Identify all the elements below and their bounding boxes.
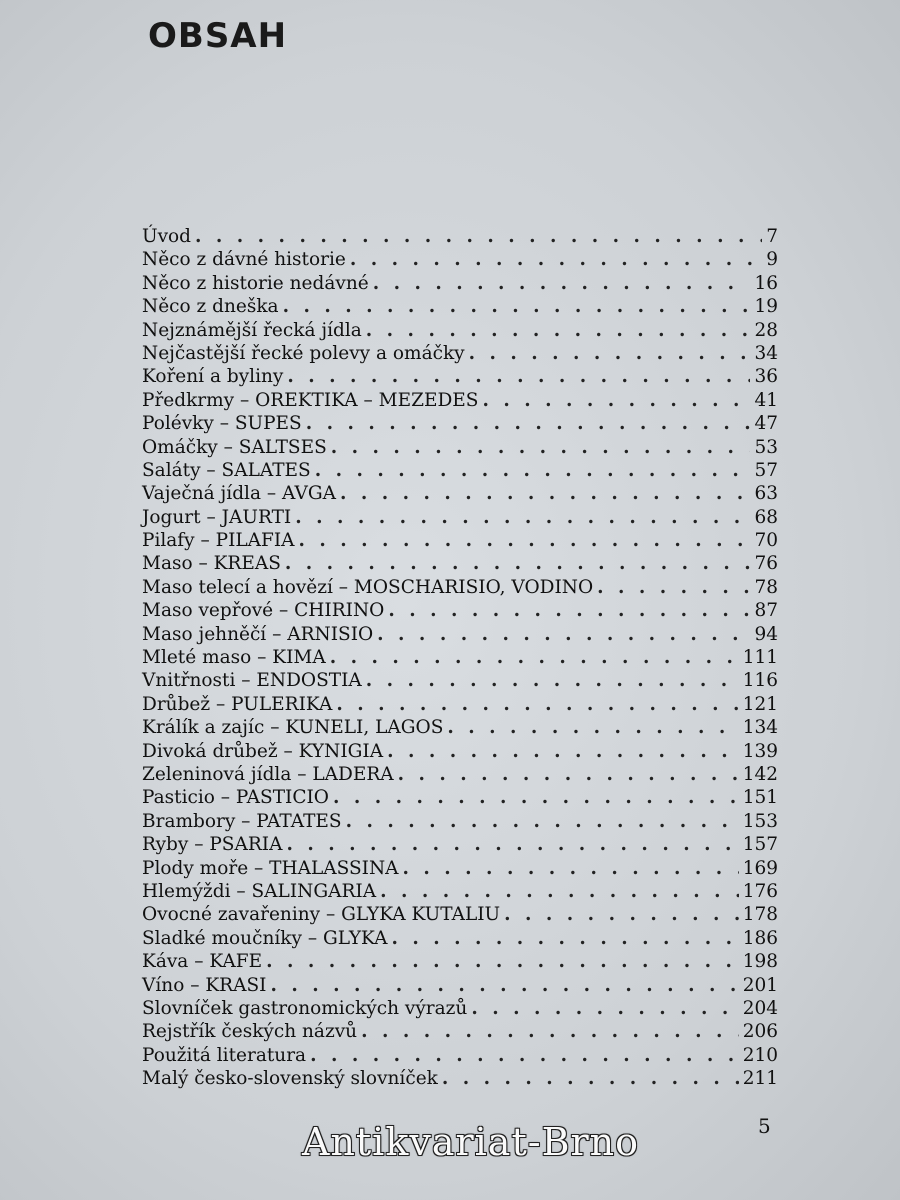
toc-entry-label: Maso telecí a hovězí – MOSCHARISIO, VODINO	[142, 576, 594, 598]
toc-entry-page: 211	[742, 1068, 778, 1090]
toc-entry	[142, 272, 778, 295]
toc-entry-label: Saláty – SALATES	[142, 459, 311, 481]
toc-entry-label: Jogurt – JAURTI	[142, 506, 292, 528]
toc-entry-label: Nejčastější řecké polevy a omáčky	[142, 342, 465, 364]
toc-leader-dots	[346, 810, 739, 833]
toc-leader-dots	[366, 669, 739, 692]
toc-entry-label: Mleté maso – KIMA	[142, 647, 326, 669]
toc-entry-page: 116	[742, 670, 778, 692]
watermark: Antikvariat-Brno	[302, 1120, 640, 1164]
toc-entry-page: 139	[742, 740, 778, 762]
toc-leader-dots	[306, 412, 751, 435]
toc-entry	[142, 1020, 778, 1043]
toc-leader-dots	[447, 716, 738, 739]
toc-entry	[142, 623, 778, 646]
toc-leader-dots	[471, 997, 738, 1020]
toc-leader-dots	[469, 342, 751, 365]
toc-entry-label: Pasticio – PASTICIO	[142, 787, 329, 809]
toc-entry	[142, 693, 778, 716]
toc-entry	[142, 927, 778, 950]
page-title: OBSAH	[148, 16, 288, 56]
toc-entry	[142, 389, 778, 412]
toc-entry	[142, 646, 778, 669]
toc-entry-page: 178	[742, 904, 778, 926]
toc-entry-page: 111	[742, 647, 778, 669]
toc-leader-dots	[387, 740, 739, 763]
toc-entry	[142, 342, 778, 365]
toc-entry-page: 9	[766, 249, 778, 271]
toc-entry-page: 94	[754, 623, 778, 645]
toc-entry	[142, 786, 778, 809]
toc-entry-page: 169	[742, 857, 778, 879]
toc-entry-label: Polévky – SUPES	[142, 413, 302, 435]
toc-entry	[142, 763, 778, 786]
toc-entry-label: Víno – KRASI	[142, 974, 267, 996]
toc-entry-page: 36	[754, 366, 778, 388]
toc-leader-dots	[330, 646, 739, 669]
toc-entry	[142, 950, 778, 973]
toc-entry	[142, 319, 778, 342]
toc-entry-page: 68	[754, 506, 778, 528]
toc-entry-page: 198	[742, 951, 778, 973]
toc-entry	[142, 997, 778, 1020]
toc-leader-dots	[336, 693, 738, 716]
toc-entry-page: 210	[742, 1044, 778, 1066]
toc-entry	[142, 459, 778, 482]
toc-entry-label: Koření a byliny	[142, 366, 284, 388]
toc-entry-page: 186	[742, 927, 778, 949]
table-of-contents	[142, 225, 778, 1090]
toc-entry	[142, 295, 778, 318]
toc-leader-dots	[287, 365, 750, 388]
toc-entry-page: 87	[754, 600, 778, 622]
toc-entry	[142, 365, 778, 388]
toc-entry	[142, 529, 778, 552]
toc-leader-dots	[315, 459, 751, 482]
toc-entry-label: Drůbež – PULERIKA	[142, 693, 333, 715]
toc-entry-page: 19	[754, 296, 778, 318]
toc-leader-dots	[398, 763, 739, 786]
toc-entry-page: 121	[742, 693, 778, 715]
toc-entry-label: Rejstřík českých názvů	[142, 1021, 358, 1043]
toc-entry	[142, 880, 778, 903]
toc-entry	[142, 1044, 778, 1067]
toc-entry	[142, 225, 778, 248]
toc-entry-page: 63	[754, 483, 778, 505]
toc-entry-label: Úvod	[142, 226, 192, 247]
toc-entry-label: Králík a zajíc – KUNELI, LAGOS	[142, 717, 444, 739]
toc-leader-dots	[597, 576, 750, 599]
toc-entry-label: Káva – KAFE	[142, 951, 263, 973]
toc-leader-dots	[310, 1044, 739, 1067]
toc-entry-page: 142	[742, 763, 778, 785]
toc-entry-page: 206	[742, 1021, 778, 1043]
toc-leader-dots	[286, 833, 738, 856]
toc-leader-dots	[331, 436, 751, 459]
toc-leader-dots	[403, 857, 739, 880]
toc-leader-dots	[285, 552, 751, 575]
toc-entry-label: Hlemýždi – SALINGARIA	[142, 880, 377, 902]
toc-leader-dots	[333, 786, 739, 809]
toc-leader-dots	[366, 319, 751, 342]
toc-entry	[142, 436, 778, 459]
page-number: 5	[758, 1114, 771, 1138]
toc-entry-label: Malý česko-slovenský slovníček	[142, 1068, 438, 1090]
toc-leader-dots	[266, 950, 739, 973]
toc-entry-label: Sladké moučníky – GLYKA	[142, 927, 388, 949]
toc-entry	[142, 974, 778, 997]
toc-entry	[142, 740, 778, 763]
toc-leader-dots	[270, 974, 738, 997]
toc-entry-label: Maso jehněčí – ARNISIO	[142, 623, 374, 645]
toc-entry-page: 176	[742, 880, 778, 902]
toc-entry-label: Ovocné zavařeniny – GLYKA KUTALIU	[142, 904, 501, 926]
toc-entry-page: 41	[754, 389, 778, 411]
toc-leader-dots	[442, 1067, 739, 1090]
toc-entry-page: 204	[742, 997, 778, 1019]
toc-entry-page: 78	[754, 576, 778, 598]
toc-entry	[142, 482, 778, 505]
toc-entry-page: 134	[742, 717, 778, 739]
toc-leader-dots	[283, 295, 751, 318]
toc-entry-label: Vnitřnosti – ENDOSTIA	[142, 670, 362, 692]
toc-entry-label: Vaječná jídla – AVGA	[142, 483, 336, 505]
toc-entry-label: Slovníček gastronomických výrazů	[142, 997, 468, 1019]
toc-entry-page: 34	[754, 342, 778, 364]
toc-entry-page: 70	[754, 530, 778, 552]
toc-entry-label: Brambory – PATATES	[142, 810, 342, 832]
toc-leader-dots	[380, 880, 739, 903]
toc-entry-page: 16	[754, 272, 778, 294]
toc-entry	[142, 903, 778, 926]
toc-entry-page: 157	[742, 834, 778, 856]
toc-leader-dots	[377, 623, 750, 646]
toc-entry-label: Pilafy – PILAFIA	[142, 530, 295, 552]
toc-entry	[142, 552, 778, 575]
toc-entry-label: Něco z dávné historie	[142, 249, 346, 271]
toc-entry	[142, 669, 778, 692]
toc-entry-label: Maso vepřové – CHIRINO	[142, 600, 385, 622]
toc-entry-page: 53	[754, 436, 778, 458]
toc-entry-page: 28	[754, 319, 778, 341]
toc-entry-label: Maso – KREAS	[142, 553, 281, 575]
toc-entry-label: Ryby – PSARIA	[142, 834, 283, 856]
toc-leader-dots	[350, 248, 762, 271]
toc-entry-page: 57	[754, 459, 778, 481]
toc-leader-dots	[392, 927, 739, 950]
toc-entry-label: Něco z historie nedávné	[142, 272, 369, 294]
toc-entry-page: 201	[742, 974, 778, 996]
toc-entry-page: 151	[742, 787, 778, 809]
toc-leader-dots	[373, 272, 751, 295]
toc-entry	[142, 412, 778, 435]
toc-entry-page: 47	[754, 413, 778, 435]
toc-entry	[142, 833, 778, 856]
toc-entry-page: 153	[742, 810, 778, 832]
toc-entry	[142, 810, 778, 833]
toc-entry	[142, 576, 778, 599]
toc-entry-label: Plody moře – THALASSINA	[142, 857, 399, 879]
toc-entry-label: Použitá literatura	[142, 1044, 307, 1066]
toc-leader-dots	[295, 506, 750, 529]
toc-entry-label: Něco z dneška	[142, 296, 279, 318]
toc-leader-dots	[299, 529, 751, 552]
toc-leader-dots	[195, 225, 762, 248]
toc-entry-label: Divoká drůbež – KYNIGIA	[142, 740, 384, 762]
toc-entry-page: 76	[754, 553, 778, 575]
toc-leader-dots	[361, 1020, 739, 1043]
toc-entry	[142, 1067, 778, 1090]
toc-leader-dots	[340, 482, 751, 505]
toc-entry	[142, 857, 778, 880]
toc-entry	[142, 599, 778, 622]
toc-entry-label: Nejznámější řecká jídla	[142, 319, 362, 341]
toc-entry-label: Omáčky – SALTSES	[142, 436, 327, 458]
toc-leader-dots	[504, 903, 739, 926]
toc-entry-page: 7	[766, 226, 778, 247]
toc-entry	[142, 506, 778, 529]
toc-entry	[142, 716, 778, 739]
toc-entry	[142, 248, 778, 271]
toc-entry-label: Předkrmy – OREKTIKA – MEZEDES	[142, 389, 479, 411]
toc-leader-dots	[482, 389, 750, 412]
toc-entry-label: Zeleninová jídla – LADERA	[142, 763, 394, 785]
toc-leader-dots	[388, 599, 750, 622]
